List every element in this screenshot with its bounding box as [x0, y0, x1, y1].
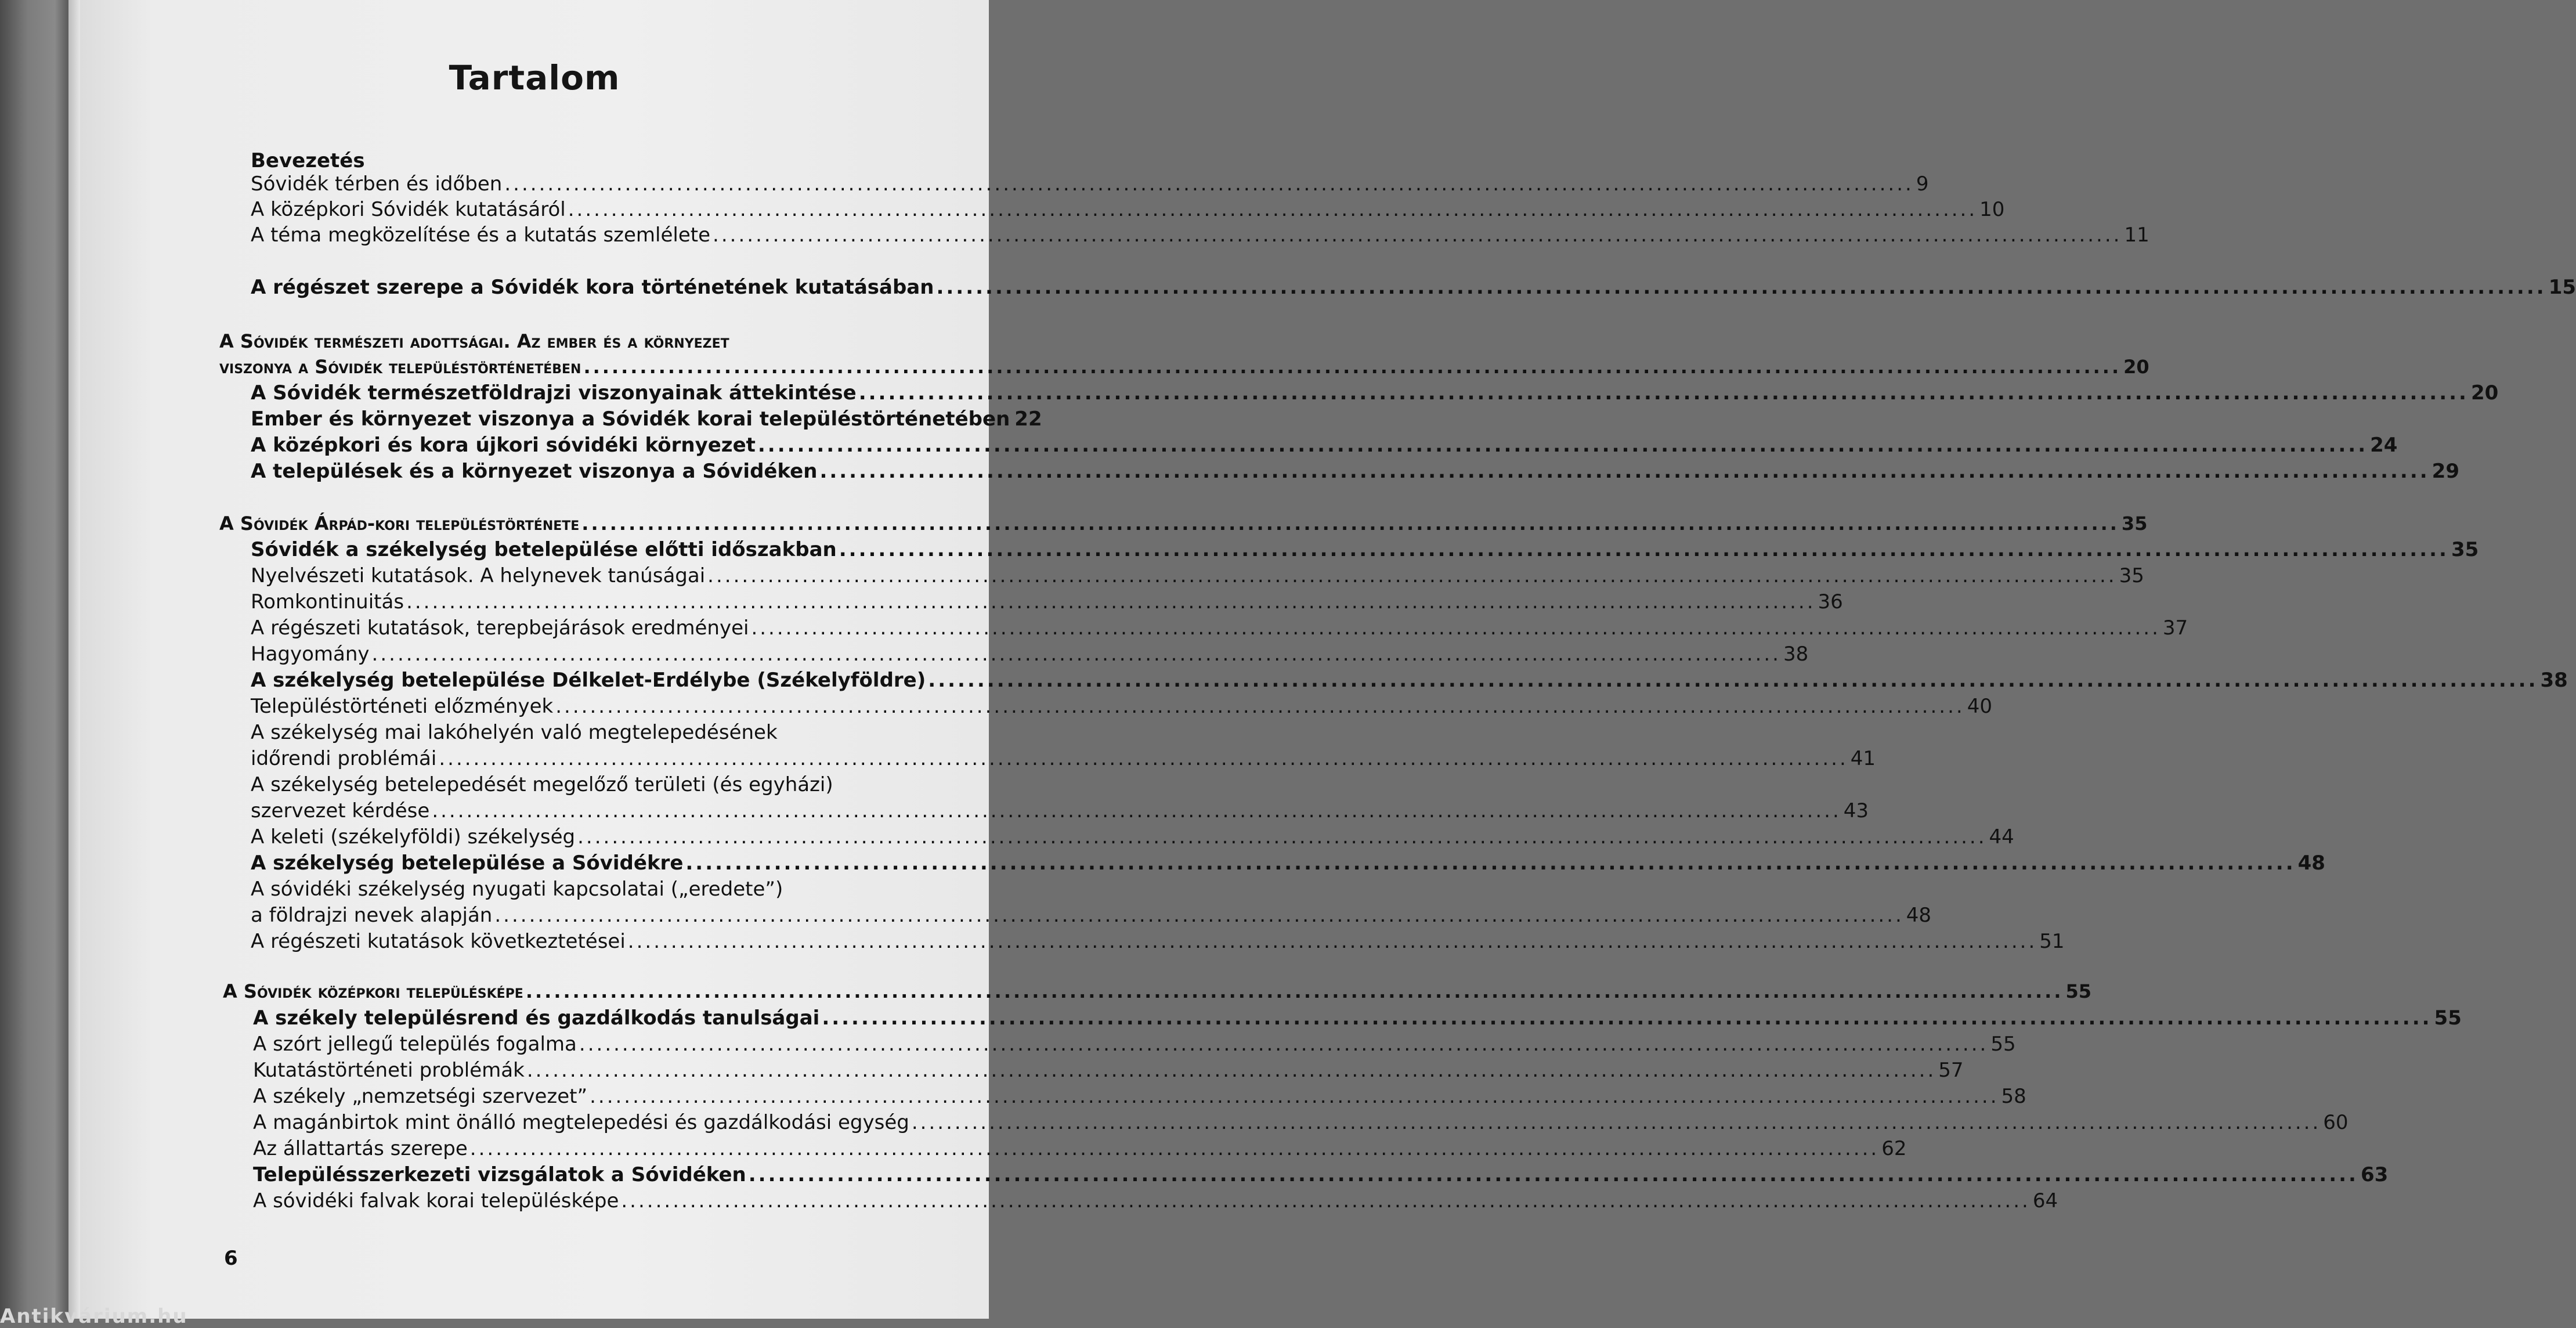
- toc-entry: [251, 930, 2065, 953]
- toc-entry-text: A téma megközelítése és a kutatás szemlélete: [251, 223, 711, 247]
- toc-section-heading: [251, 151, 365, 171]
- watermark: Antikvárium.hu: [0, 1305, 188, 1328]
- toc-entry-text: A régészet szerepe a Sóvidék kora történetének kutatásában: [251, 276, 934, 299]
- toc-page-number: 62: [1881, 1137, 1907, 1160]
- dot-leader: [581, 514, 2119, 533]
- toc-entry: [253, 1137, 1907, 1160]
- dot-leader: [590, 1087, 1999, 1106]
- toc-entry-text: A székelység betelepedését megelőző területi (és egyházi): [251, 773, 833, 796]
- dot-leader: [406, 592, 1815, 612]
- toc-entry: [251, 616, 2188, 640]
- toc-entry: [251, 825, 2014, 849]
- toc-page-number: 51: [2039, 930, 2065, 953]
- toc-page-number: 48: [2297, 851, 2325, 875]
- toc-page-number: 35: [2451, 538, 2479, 561]
- toc-chapter: [251, 669, 2568, 692]
- toc-entry-text: A székely településrend és gazdálkodás tanulságai: [253, 1006, 820, 1030]
- toc-page-number: 29: [2432, 460, 2459, 483]
- toc-entry: [253, 1189, 2058, 1212]
- toc-entry-text: A székelység mai lakóhelyén való megtelepedésének: [251, 721, 778, 744]
- toc-chapter: [251, 460, 2459, 483]
- dot-leader: [758, 435, 2368, 455]
- toc-page-number: 9: [1916, 172, 1929, 196]
- toc-page-number: 20: [2123, 356, 2149, 378]
- toc-page-number: 40: [1967, 695, 1992, 718]
- toc-chapter: [251, 407, 1042, 431]
- toc-chapter: [251, 434, 2398, 457]
- dot-leader: [439, 749, 1848, 768]
- dot-leader: [936, 277, 2546, 297]
- toc-entry-text: Településszerkezeti vizsgálatok a Sóvidéken: [253, 1163, 746, 1186]
- toc-entry-text: A Sóvidék Árpád-kori településtörténete: [219, 513, 580, 535]
- toc-entry-text: A középkori Sóvidék kutatásáról: [251, 198, 566, 221]
- toc-entry: [251, 695, 1992, 718]
- toc-page-number: 58: [2001, 1085, 2026, 1108]
- toc-entry-text: Településtörténeti előzmények: [251, 695, 554, 718]
- dot-leader: [912, 1113, 2321, 1132]
- toc-part-heading: [223, 980, 2091, 1002]
- toc-entry-text: A sóvidéki falvak korai településképe: [253, 1189, 619, 1212]
- dot-leader: [555, 697, 1964, 716]
- toc-entry-text: A régészeti kutatások, terepbejárások eredményei: [251, 616, 749, 640]
- toc-entry-text: A Sóvidék természeti adottságai. Az ember és a környezet: [219, 330, 729, 352]
- toc-entry-text: A székely „nemzetségi szervezet”: [253, 1085, 588, 1108]
- dot-leader: [751, 618, 2160, 638]
- dot-leader: [372, 644, 1781, 664]
- dot-leader: [568, 200, 1977, 219]
- toc-entry-text: Nyelvészeti kutatások. A helynevek tanúságai: [251, 564, 706, 587]
- toc-entry: [251, 172, 1929, 196]
- toc-chapter: [253, 1163, 2389, 1186]
- dot-leader: [432, 801, 1841, 821]
- toc-entry: [251, 198, 2005, 221]
- toc-entry-text: A sóvidéki székelység nyugati kapcsolatai („eredete”): [251, 878, 783, 901]
- dot-leader: [859, 383, 2469, 403]
- toc-entry: [253, 1033, 2016, 1056]
- toc-entry-text: A Sóvidék természetföldrajzi viszonyainak áttekintése: [251, 381, 857, 405]
- toc-entry: [253, 1085, 2026, 1108]
- toc-entry: [253, 1059, 1964, 1082]
- page-title: Tartalom: [449, 58, 620, 98]
- dot-leader: [470, 1139, 1879, 1159]
- toc-entry-text: A települések és a környezet viszonya a Sóvidéken: [251, 460, 818, 483]
- toc-part-heading: [219, 332, 729, 351]
- dot-leader: [819, 461, 2429, 481]
- toc-entry-text: Ember és környezet viszonya a Sóvidék korai településtörténetében: [251, 407, 1010, 431]
- toc-page-number: 44: [1989, 825, 2014, 849]
- toc-page-number: 55: [1990, 1033, 2016, 1056]
- page-edge: [68, 0, 80, 1319]
- toc-entry: [251, 799, 1869, 822]
- toc-page-number: 57: [1938, 1059, 1964, 1082]
- toc-page-number: 60: [2323, 1111, 2349, 1134]
- toc-entry: [251, 723, 778, 742]
- toc-entry: [251, 879, 783, 899]
- toc-entry-text: viszonya a Sóvidék településtörténetében: [219, 356, 581, 378]
- toc-page-number: 48: [1906, 904, 1932, 927]
- toc-entry: [251, 643, 1809, 666]
- toc-part-heading: [219, 356, 2149, 378]
- dot-leader: [628, 932, 2037, 951]
- toc-entry: [251, 747, 1876, 770]
- toc-entry-text: Sóvidék a székelység betelepülése előtti időszakban: [251, 538, 837, 561]
- toc-entry-text: a földrajzi nevek alapján: [251, 904, 493, 927]
- toc-entry: [251, 590, 1843, 614]
- dot-leader: [527, 1060, 1936, 1080]
- toc-entry-text: Az állattartás szerepe: [253, 1137, 468, 1160]
- toc-entry: [253, 1111, 2349, 1134]
- toc-page-number: 35: [2119, 564, 2144, 587]
- toc-entry: [251, 775, 833, 795]
- toc-chapter: [251, 851, 2325, 875]
- book-spine: [0, 0, 68, 1319]
- page-number: 6: [224, 1247, 238, 1270]
- toc-page-number: 20: [2470, 381, 2499, 405]
- dot-leader: [583, 358, 2121, 376]
- toc-entry: [251, 904, 1932, 927]
- toc-page-number: 55: [2434, 1006, 2462, 1030]
- dot-leader: [577, 827, 1986, 847]
- toc-page-number: 41: [1850, 747, 1876, 770]
- toc-entry-text: A székelység betelepülése a Sóvidékre: [251, 851, 684, 875]
- toc-entry-text: A magánbirtok mint önálló megtelepedési és gazdálkodási egység: [253, 1111, 909, 1134]
- dot-leader: [928, 670, 2538, 690]
- toc-entry-text: Hagyomány: [251, 643, 370, 666]
- toc-page-number: 63: [2360, 1163, 2389, 1186]
- dot-leader: [822, 1008, 2432, 1028]
- toc-entry-text: A Sóvidék középkori településképe: [223, 980, 523, 1002]
- dot-leader: [685, 853, 2295, 873]
- toc-page-number: 22: [1014, 407, 1042, 431]
- toc-page-number: 38: [2540, 669, 2568, 692]
- toc-page-number: 37: [2162, 616, 2188, 640]
- toc-entry-text: Sóvidék térben és időben: [251, 172, 503, 196]
- toc-entry-text: A régészeti kutatások következtetései: [251, 930, 626, 953]
- toc-entry: [251, 564, 2144, 587]
- dot-leader: [713, 225, 2122, 245]
- toc-chapter: [251, 276, 2576, 299]
- dot-leader: [494, 905, 1903, 925]
- toc-entry: [251, 223, 2149, 247]
- toc-page: [80, 0, 2576, 1319]
- toc-page-number: 10: [1979, 198, 2005, 221]
- toc-page-number: 36: [1818, 590, 1843, 614]
- toc-page-number: 11: [2124, 223, 2149, 247]
- dot-leader: [749, 1165, 2358, 1185]
- dot-leader: [526, 982, 2064, 1001]
- toc-entry-text: Bevezetés: [251, 149, 365, 172]
- toc-page-number: 24: [2370, 434, 2398, 457]
- toc-entry-text: A keleti (székelyföldi) székelység: [251, 825, 576, 849]
- toc-chapter: [253, 1006, 2462, 1030]
- toc-page-number: 43: [1843, 799, 1869, 822]
- toc-entry-text: Kutatástörténeti problémák: [253, 1059, 525, 1082]
- toc-entry-text: szervezet kérdése: [251, 799, 430, 822]
- dot-leader: [707, 566, 2116, 586]
- dot-leader: [504, 174, 1913, 194]
- toc-entry-text: időrendi problémái: [251, 747, 437, 770]
- toc-entry-text: A középkori és kora újkori sóvidéki környezet: [251, 434, 756, 457]
- toc-entry-text: A szórt jellegű település fogalma: [253, 1033, 577, 1056]
- toc-entry-text: Romkontinuitás: [251, 590, 404, 614]
- toc-chapter: [251, 381, 2499, 405]
- toc-page-number: 15: [2548, 276, 2576, 299]
- toc-page-number: 35: [2121, 513, 2148, 535]
- toc-chapter: [251, 538, 2479, 561]
- dot-leader: [839, 540, 2449, 560]
- dot-leader: [621, 1191, 2030, 1211]
- toc-part-heading: [219, 513, 2148, 535]
- toc-page-number: 55: [2065, 980, 2091, 1002]
- toc-entry-text: A székelység betelepülése Délkelet-Erdélybe (Székelyföldre): [251, 669, 926, 692]
- toc-page-number: 64: [2032, 1189, 2058, 1212]
- toc-page-number: 38: [1783, 643, 1809, 666]
- dot-leader: [579, 1034, 1988, 1054]
